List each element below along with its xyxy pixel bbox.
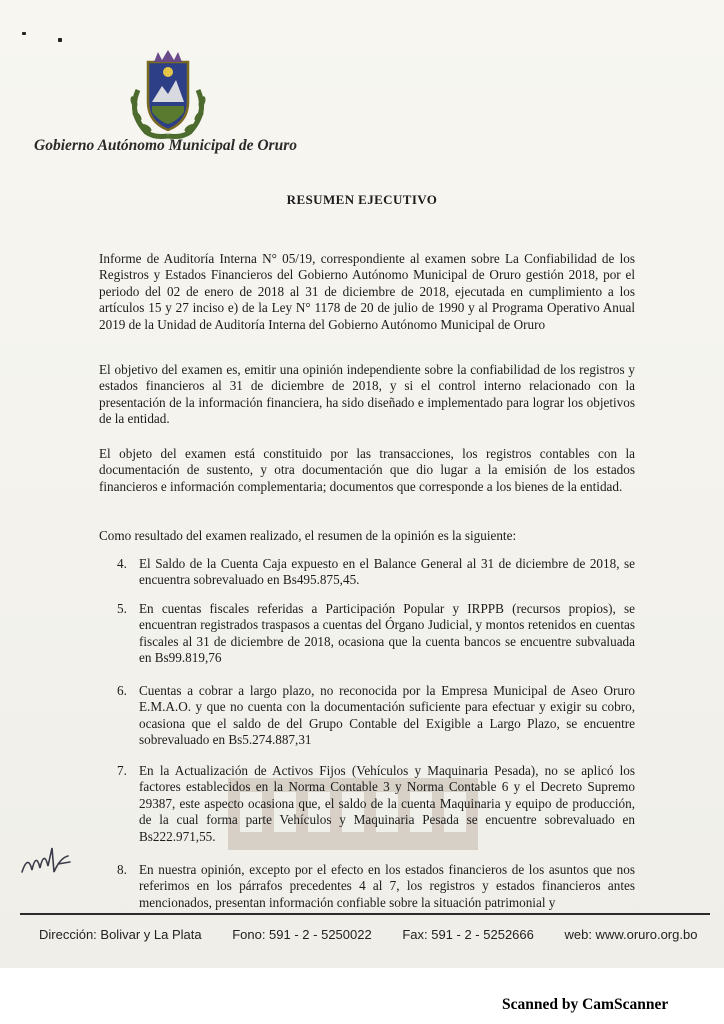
- finding-text: En cuentas fiscales referidas a Participación Popular y IRPPB (recursos propios), se encuentran registrados traspasos a cuentas del Órgano Judicial, y montos retenidos en cuentas fiscales al 31 de diciembre de 2018, ocasiona que la cuenta bancos se encuentre subvaluada en Bs99.819,76: [139, 601, 635, 666]
- finding-text: Cuentas a cobrar a largo plazo, no reconocida por la Empresa Municipal de Aseo Oruro E.M.A.O. y que no cuenta con la documentación suficiente para efectuar y exigir su cobro, ocasiona que el saldo de del Grupo Contable del Exigible a Largo Plazo, se encuentre sobrevaluado en Bs5.274.887,31: [139, 683, 635, 748]
- footer-divider: [20, 913, 710, 915]
- finding-number: 4.: [117, 556, 127, 571]
- finding-text: En nuestra opinión, excepto por el efecto en los estados financieros de los asuntos que nos referimos en los párrafos precedentes 4 al 7, los registros y estados financieros antes mencionados, presentan información confiable sobre la situación patrimonial y: [139, 862, 635, 910]
- finding-number: 6.: [117, 683, 127, 698]
- objective-paragraph: El objetivo del examen es, emitir una opinión independiente sobre la confiabilidad de los registros y estados financieros al 31 de diciembre de 2018, y si el control interno relacionado con la presentación de la información financiera, ha sido diseñado e implementado para lograr los objetivos de la entidad.: [99, 362, 635, 427]
- finding-text: El Saldo de la Cuenta Caja expuesto en el Balance General al 31 de diciembre de 2018, se encuentra sobrevaluado en Bs495.875,45.: [139, 556, 635, 588]
- finding-number: 7.: [117, 763, 127, 778]
- scan-speck: [58, 38, 62, 42]
- footer-address: Dirección: Bolivar y La Plata: [39, 927, 202, 942]
- result-intro-paragraph: Como resultado del examen realizado, el resumen de la opinión es la siguiente:: [99, 528, 517, 543]
- footer-fax: Fax: 591 - 2 - 5252666: [402, 927, 534, 942]
- entity-name: Gobierno Autónomo Municipal de Oruro: [34, 137, 297, 154]
- finding-text: En la Actualización de Activos Fijos (Vehículos y Maquinaria Pesada), no se aplicó los factores establecidos en la Norma Contable 3 y Norma Contable 6 y el Decreto Supremo 29387, este aspecto ocasiona que, el saldo de la cuenta Maquinaria y equipo de producción, de la cual forma parte Vehículos y Maquinaria Pesada se encuentre sobrevaluado en Bs222.971,55.: [139, 763, 635, 844]
- document-title: RESUMEN EJECUTIVO: [286, 192, 438, 207]
- object-paragraph: El objeto del examen está constituido por las transacciones, los registros contables con la documentación de sustento, y otra documentación que dio lugar a la emisión de los estados financieros e información complementaria; documentos que corresponde a los bienes de la entidad.: [99, 446, 635, 494]
- municipal-crest-logo: [124, 50, 212, 140]
- handwritten-initials: [18, 842, 74, 882]
- intro-paragraph: Informe de Auditoría Interna N° 05/19, correspondiente al examen sobre La Confiabilidad de los Registros y Estados Financieros del Gobierno Autónomo Municipal de Oruro gestión 2018, por el periodo del 02 de enero de 2018 al 31 de diciembre de 2018, ejecutada en cumplimiento a los artículos 15 y 27 inciso e) de la Ley N° 1178 de 20 de julio de 1990 y al Programa Operativo Anual 2019 de la Unidad de Auditoría Interna del Gobierno Autónomo Municipal de Oruro: [99, 251, 635, 332]
- footer-web: web: www.oruro.org.bo: [564, 927, 698, 942]
- footer-contact: [39, 927, 699, 942]
- finding-number: 5.: [117, 601, 127, 616]
- scanner-label: Scanned by CamScanner: [502, 996, 669, 1013]
- finding-number: 8.: [117, 862, 127, 877]
- footer-phone: Fono: 591 - 2 - 5250022: [232, 927, 372, 942]
- scan-speck: [22, 32, 26, 35]
